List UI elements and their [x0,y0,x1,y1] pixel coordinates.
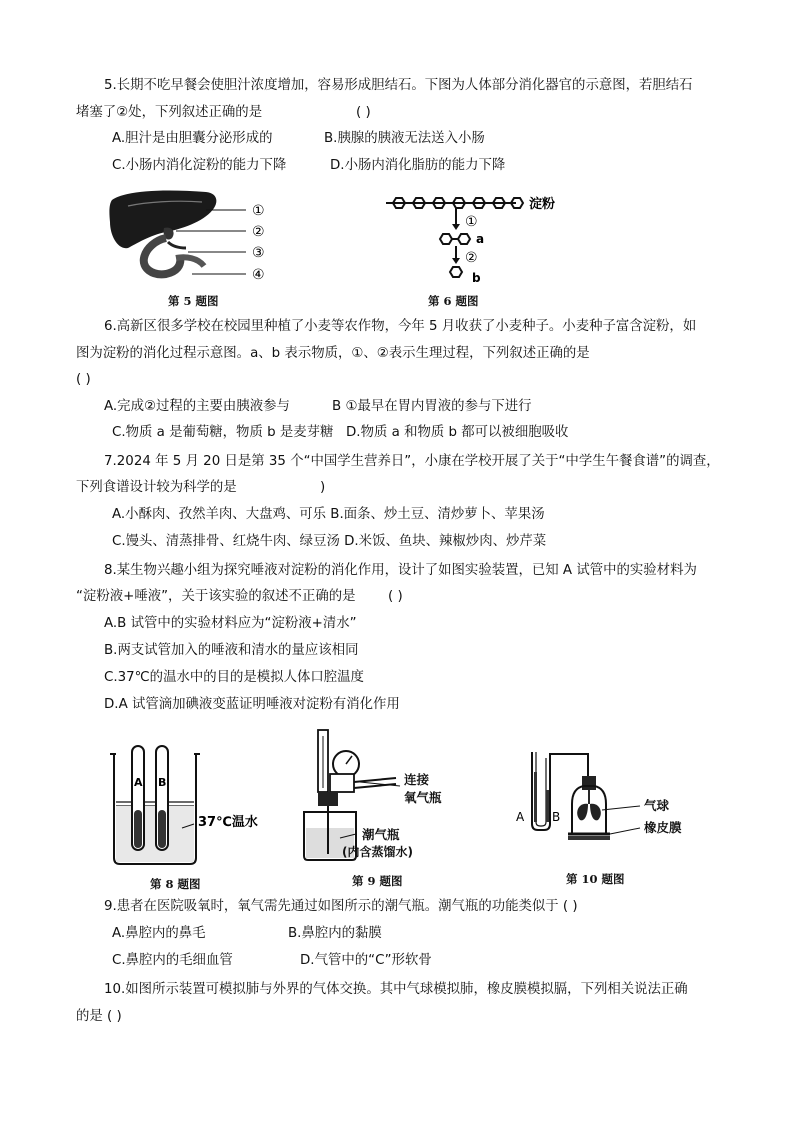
q8-option-b: B.两支试管加入的唾液和清水的量应该相同 [104,643,359,658]
starch-digestion-figure [386,190,566,286]
q9-stem: 9.患者在医院吸氧时，氧气需先通过如图所示的潮气瓶。潮气瓶的功能类似于 ( ) [104,899,578,914]
starch-label: 淀粉 [529,197,556,212]
q8-answer-paren: ( ) [388,589,403,604]
u-tube-a-label: A [516,810,525,824]
q9-option-c: C.鼻腔内的毛细血管 [112,953,233,968]
q5-answer-paren: ( ) [356,105,371,120]
q9-option-d: D.气管中的“C”形软骨 [300,953,432,968]
q6-option-b: B ①最早在胃内胃液的参与下进行 [332,399,532,414]
q10-stem-line2: 的是 ( ) [76,1009,122,1024]
q5-option-b: B.胰腺的胰液无法送入小肠 [324,131,485,146]
beaker-test-tubes-figure [110,746,260,868]
figure-9-caption: 第 9 题图 [352,874,403,888]
q5-stem-line1: 5.长期不吃早餐会使胆汁浓度增加，容易形成胆结石。下图为人体部分消化器官的示意图，若胆结石 [104,78,693,93]
q8-option-d: D.A 试管滴加碘液变蓝证明唾液对淀粉有消化作用 [104,697,400,712]
figure-6-caption: 第 6 题图 [428,294,479,308]
digestive-organs-figure [106,186,281,286]
q7-stem-line1: 7.2024 年 5 月 20 日是第 35 个“中国学生营养日”，小康在学校开展了关于“中学生午餐食谱”的调查， [104,454,720,469]
process-2-label: ② [465,250,478,266]
q6-stem-line1: 6.高新区很多学校在校园里种植了小麦等农作物，今年 5 月收获了小麦种子。小麦种子富含淀粉，如 [104,319,697,334]
q5-option-d: D.小肠内消化脂肪的能力下降 [330,158,506,173]
tube-a-label: A [134,776,143,789]
warm-water-label: 37℃温水 [198,815,258,830]
label-4: ④ [252,267,265,283]
q10-stem-line1: 10.如图所示装置可模拟肺与外界的气体交换。其中气球模拟肺，橡皮膜模拟膈，下列相关说法正确 [104,982,688,997]
connect-label-line1: 连接 [404,772,430,787]
figure-10-caption: 第 10 题图 [566,872,625,886]
q6-option-d: D.物质 a 和物质 b 都可以被细胞吸收 [346,425,569,440]
process-1-label: ① [465,214,478,230]
q7-options-ab: A.小酥肉、孜然羊肉、大盘鸡、可乐 B.面条、炒土豆、清炒萝卜、苹果汤 [112,507,545,522]
substance-a-label: a [476,232,485,246]
figure-5-caption: 第 5 题图 [168,294,219,308]
q8-option-c: C.37℃的温水中的目的是模拟人体口腔温度 [104,670,364,685]
q7-answer-paren: ) [320,480,326,495]
membrane-label: 橡皮膜 [644,820,682,835]
q7-options-cd: C.馒头、清蒸排骨、红烧牛肉、绿豆汤 D.米饭、鱼块、辣椒炒肉、炒芹菜 [112,534,547,549]
bottle-label-line2: (内含蒸馏水) [342,845,413,859]
q7-stem-line2: 下列食谱设计较为科学的是 [76,480,237,495]
balloon-left [577,804,588,821]
connect-label-line2: 氧气瓶 [404,790,442,805]
u-tube-b-label: B [552,810,561,824]
label-2: ② [252,224,265,240]
q9-option-b: B.鼻腔内的黏膜 [288,926,382,941]
q5-stem-line2: 堵塞了②处，下列叙述正确的是 [76,105,263,120]
q6-option-c: C.物质 a 是葡萄糖，物质 b 是麦芽糖 [112,425,334,440]
bottle-label-line1: 潮气瓶 [362,827,400,842]
q6-option-a: A.完成②过程的主要由胰液参与 [104,399,290,414]
balloon-right [590,804,601,821]
q5-option-a: A.胆汁是由胆囊分泌形成的 [112,131,273,146]
label-3: ③ [252,245,265,261]
q6-stem-line2: 图为淀粉的消化过程示意图。a、b 表示物质，①、②表示生理过程，下列叙述正确的是 [76,346,590,361]
substance-b-label: b [472,271,481,285]
label-1: ① [252,203,265,219]
q8-option-a: A.B 试管中的实验材料应为“淀粉液+清水” [104,616,357,631]
q9-option-a: A.鼻腔内的鼻毛 [112,926,206,941]
stomach-duodenum-shape [144,238,181,274]
q5-option-c: C.小肠内消化淀粉的能力下降 [112,158,287,173]
figure-8-caption: 第 8 题图 [150,877,201,891]
q6-stem-line3: ( ) [76,372,91,387]
q8-stem-line1: 8.某生物兴趣小组为探究唾液对淀粉的消化作用，设计了如图实验装置，已知 A 试管中的实验材料为 [104,563,697,578]
balloon-label: 气球 [644,798,670,813]
tube-b-label: B [158,776,167,789]
q8-stem-line2: “淀粉液+唾液”，关于该实验的叙述不正确的是 [76,589,356,604]
